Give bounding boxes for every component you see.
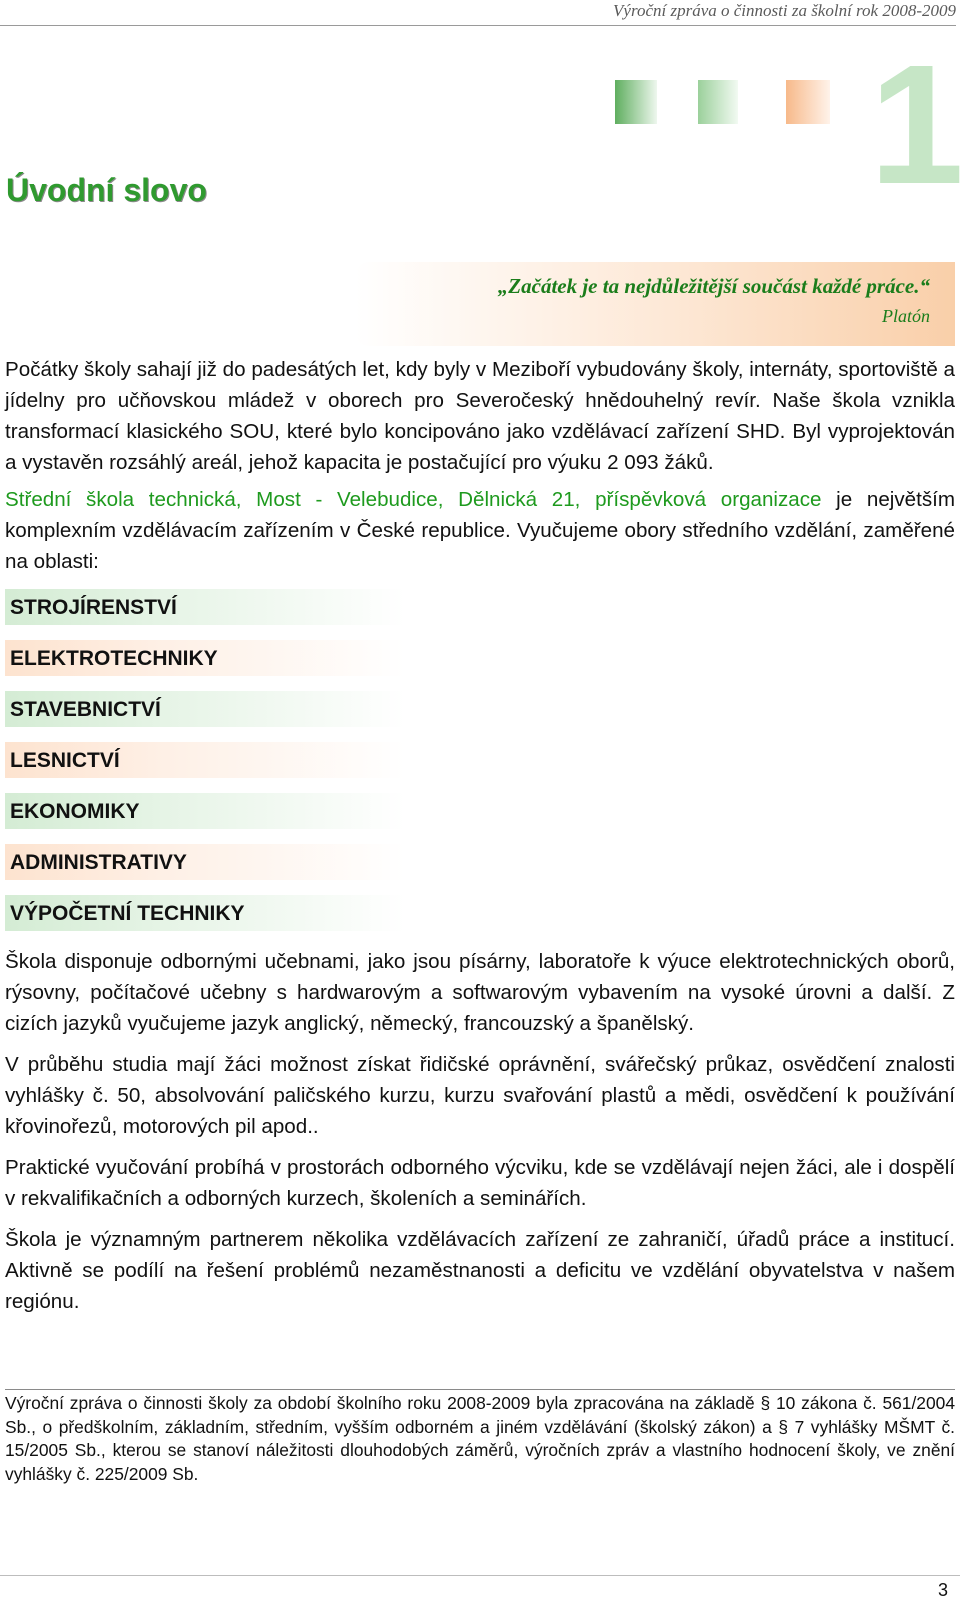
chapter-title: Úvodní slovo bbox=[6, 172, 207, 208]
school-name-highlight: Střední škola technická, Most - Velebudice, Dělnická 21, příspěvková organizace bbox=[5, 488, 822, 511]
paragraph-school-intro bbox=[5, 484, 955, 577]
paragraph-certifications: V průběhu studia mají žáci možnost získat řidičské oprávnění, svářečský průkaz, osvědčení znalosti vyhlášky č. 50, absolvování paličského kurzu, kurzu svařování plastů a mědi, osvědčení k používání křovinořezů, motorových pil apod.. bbox=[5, 1053, 955, 1138]
field-item-strojirenstvi: STROJÍRENSTVÍ bbox=[5, 589, 405, 625]
school-intro-rest: je největším komplexním vzdělávacím zařízením v České republice. Vyučujeme obory středního vzdělání, zaměřené na oblasti: bbox=[5, 488, 955, 573]
chapter-number: 1 bbox=[869, 30, 960, 220]
field-item-stavebnictvi: STAVEBNICTVÍ bbox=[5, 691, 405, 727]
field-item-elektrotechniky: ELEKTROTECHNIKY bbox=[5, 640, 405, 676]
paragraph-history: Počátky školy sahají již do padesátých let, kdy byly v Meziboří vybudovány školy, internáty, sportoviště a jídelny pro učňovskou mládež v oborech pro Severočeský hnědouhelný revír. Naše škola vznikla transformací klasického SOU, které bylo koncipováno jako vzdělávací zařízení SHD. Byl vyprojektován a vystavěn rozsáhlý areál, jehož kapacita je postačující pro výuku 2 093 žáků. bbox=[5, 358, 955, 474]
footnote-separator bbox=[5, 1389, 955, 1390]
footer-rule bbox=[0, 1575, 960, 1576]
running-header-title: Výroční zpráva o činnosti za školní rok 2008-2009 bbox=[613, 1, 956, 20]
paragraph-facilities: Škola disponuje odbornými učebnami, jako jsou písárny, laboratoře k výuce elektrotechnických oborů, rýsovny, počítačové učebny s hardwarovým a softwarovým vybavením na vysoké úrovni a další. Z cizích jazyků vyučujeme jazyk anglický, německý, francouzský a španělský. bbox=[5, 950, 955, 1035]
footnote: Výroční zpráva o činnosti školy za období školního roku 2008-2009 byla zpracována na základě § 10 zákona č. 561/2004 Sb., o předškolním, základním, středním, vyšším odborném a jiném vzdělávání (školský zákon) a § 7 vyhlášky MŠMT č. 15/2005 Sb., kterou se stanoví náležitosti dlouhodobých záměrů, výročních zpráv a vlastního hodnocení školy, ve znění vyhlášky č. 225/2009 Sb. bbox=[5, 1393, 955, 1484]
decorative-block-green-dark bbox=[615, 80, 657, 124]
page-number: 3 bbox=[937, 1580, 948, 1600]
field-item-lesnictvi: LESNICTVÍ bbox=[5, 742, 405, 778]
decorative-block-green-light bbox=[698, 80, 738, 124]
main-content bbox=[5, 354, 955, 1327]
field-item-administrativy: ADMINISTRATIVY bbox=[5, 844, 405, 880]
paragraph-practical-training: Praktické vyučování probíhá v prostorách odborného výcviku, kde se vzdělávají nejen žáci, ale i dospělí v rekvalifikačních a odborných kurzech, školeních a seminářích. bbox=[5, 1156, 955, 1210]
paragraph-partnerships: Škola je významným partnerem několika vzdělávacích zařízení ze zahraničí, úřadů práce a institucí. Aktivně se podílí na řešení problémů nezaměstnanosti a deficitu ve vzdělání obyvatelstva v našem regiónu. bbox=[5, 1228, 955, 1313]
decorative-block-orange bbox=[786, 80, 830, 124]
quote-author: Platón bbox=[882, 306, 930, 326]
running-header bbox=[0, 0, 956, 26]
field-list bbox=[5, 589, 955, 931]
field-item-vypocetni-techniky: VÝPOČETNÍ TECHNIKY bbox=[5, 895, 405, 931]
field-item-ekonomiky: EKONOMIKY bbox=[5, 793, 405, 829]
quote-text: „Začátek je ta nejdůležitější součást každé práce.“ bbox=[497, 274, 930, 298]
